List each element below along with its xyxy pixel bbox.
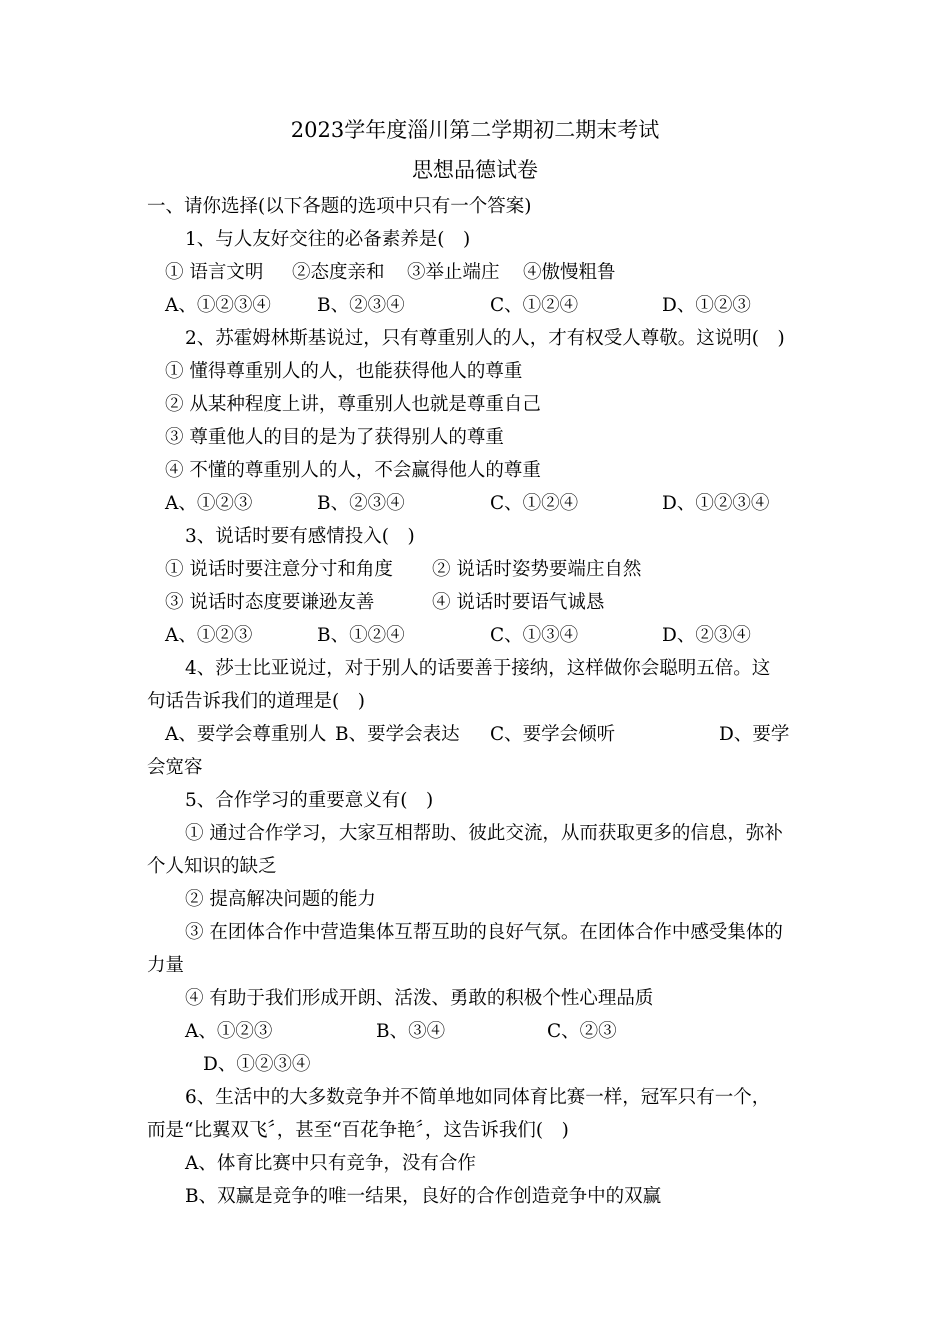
q2-item: ④ 不懂的尊重别人的人，不会赢得他人的尊重 — [165, 460, 541, 481]
q1-option-b: B、②③④ — [317, 295, 405, 316]
q4-stem-line1: 4、莎士比亚说过，对于别人的话要善于接纳，这样做你会聪明五倍。这 — [185, 658, 771, 679]
q3-item: ④ 说话时要语气诚恳 — [432, 592, 605, 613]
q2-option-d: D、①②③④ — [662, 493, 770, 514]
q5-item4: ④ 有助于我们形成开朗、活泼、勇敢的积极个性心理品质 — [185, 988, 654, 1009]
q2-item: ③ 尊重他人的目的是为了获得别人的尊重 — [165, 427, 504, 448]
q3-option-d: D、②③④ — [662, 625, 751, 646]
q3-option-a: A、①②③ — [165, 625, 253, 646]
q5-item3-line2: 力量 — [147, 955, 185, 976]
section-heading: 一、请你选择(以下各题的选项中只有一个答案) — [147, 196, 532, 217]
q2-option-a: A、①②③ — [165, 493, 253, 514]
q1-option-a: A、①②③④ — [165, 295, 271, 316]
exam-title: 2023学年度淄川第二学期初二期末考试 — [290, 118, 660, 142]
q6-option-a: A、体育比赛中只有竞争，没有合作 — [185, 1153, 476, 1174]
q2-item: ② 从某种程度上讲，尊重别人也就是尊重自己 — [165, 394, 541, 415]
q5-item1-line2: 个人知识的缺乏 — [147, 856, 277, 877]
q4-option-d: D、要学 — [719, 724, 790, 745]
q3-item: ① 说话时要注意分寸和角度 — [165, 559, 393, 580]
q6-stem-line1: 6、生活中的大多数竞争并不简单地如同体育比赛一样，冠军只有一个， — [185, 1087, 771, 1108]
q1-option-d: D、①②③ — [662, 295, 751, 316]
exam-subtitle: 思想品德试卷 — [412, 158, 538, 182]
q1-stem: 1、与人友好交往的必备素养是( ) — [185, 229, 471, 250]
q5-item3-line1: ③ 在团体合作中营造集体互帮互助的良好气氛。在团体合作中感受集体的 — [185, 922, 783, 943]
q2-item: ① 懂得尊重别人的人，也能获得他人的尊重 — [165, 361, 523, 382]
q5-item2: ② 提高解决问题的能力 — [185, 889, 376, 910]
q3-option-c: C、①③④ — [490, 625, 579, 646]
q3-stem: 3、说话时要有感情投入( ) — [185, 526, 415, 547]
q4-option-a: A、要学会尊重别人 — [165, 724, 327, 745]
q1-item: ②态度亲和 — [292, 262, 385, 283]
q3-option-b: B、①②④ — [317, 625, 405, 646]
q2-option-b: B、②③④ — [317, 493, 405, 514]
q4-option-d-continued: 会宽容 — [147, 757, 203, 778]
q6-option-b: B、双赢是竞争的唯一结果，良好的合作创造竞争中的双赢 — [185, 1186, 662, 1207]
q5-item1-line1: ① 通过合作学习，大家互相帮助、彼此交流，从而获取更多的信息，弥补 — [185, 823, 783, 844]
q4-option-c: C、要学会倾听 — [490, 724, 616, 745]
q5-option-c: C、②③ — [547, 1021, 617, 1042]
q5-option-a: A、①②③ — [185, 1021, 273, 1042]
q1-item: ① 语言文明 — [165, 262, 264, 283]
q5-option-b: B、③④ — [376, 1021, 446, 1042]
q1-option-c: C、①②④ — [490, 295, 579, 316]
q4-stem-line2: 句话告诉我们的道理是( ) — [147, 691, 365, 712]
q1-item: ④傲慢粗鲁 — [523, 262, 616, 283]
q5-option-d: D、①②③④ — [203, 1054, 311, 1075]
q3-item: ③ 说话时态度要谦逊友善 — [165, 592, 375, 613]
q2-stem: 2、苏霍姆林斯基说过，只有尊重别人的人，才有权受人尊敬。这说明( ) — [185, 328, 785, 349]
q2-option-c: C、①②④ — [490, 493, 579, 514]
q1-item: ③举止端庄 — [407, 262, 500, 283]
q3-item: ② 说话时姿势要端庄自然 — [432, 559, 642, 580]
q4-option-b: B、要学会表达 — [335, 724, 460, 745]
q6-stem-line2: 而是“比翼双飞〞，甚至“百花争艳〞，这告诉我们( ) — [147, 1120, 569, 1141]
q5-stem: 5、合作学习的重要意义有( ) — [185, 790, 434, 811]
